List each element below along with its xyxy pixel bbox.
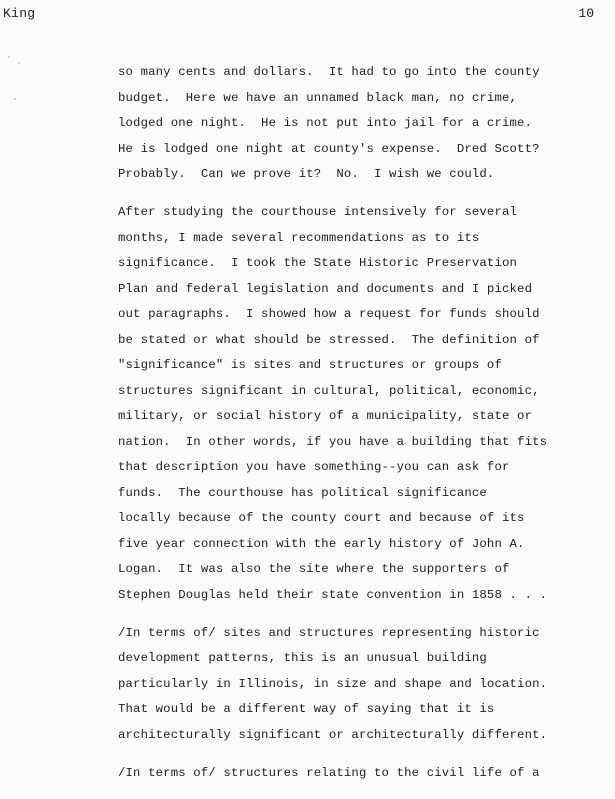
paragraph: [118, 60, 598, 188]
scan-speck: [14, 98, 16, 100]
text-line: That would be a different way of saying that it is: [118, 702, 495, 716]
text-line: structures significant in cultural, political, economic,: [118, 383, 540, 398]
text-line: Plan and federal legislation and documents and I picked: [118, 281, 533, 296]
text-line: "significance" is sites and structures or groups of: [118, 358, 502, 372]
text-line: Probably. Can we prove it? No. I wish we could.: [118, 167, 495, 181]
text-line: out paragraphs. I showed how a request for funds should: [118, 307, 540, 321]
paragraph: [118, 761, 598, 787]
text-line: military, or social history of a municipality, state or: [118, 409, 533, 423]
text-line: funds. The courthouse has political significance: [118, 485, 487, 500]
text-line: lodged one night. He is not put into jail for a crime.: [118, 116, 533, 130]
text-line: budget. Here we have an unnamed black man, no crime,: [118, 90, 518, 105]
text-line: so many cents and dollars. It had to go into the county: [118, 65, 540, 79]
text-line: He is lodged one night at county's expense. Dred Scott?: [118, 141, 540, 156]
text-line: five year connection with the early history of John A.: [118, 536, 525, 551]
text-line: months, I made several recommendations as to its: [118, 230, 480, 245]
scan-speck: [8, 56, 10, 58]
header-name: King: [3, 6, 36, 21]
text-line: locally because of the county court and because of its: [118, 511, 525, 525]
scan-speck: [18, 62, 20, 64]
text-line: nation. In other words, if you have a building that fits: [118, 434, 548, 449]
paragraph: [118, 621, 598, 749]
text-line: architecturally significant or architecturally different.: [118, 727, 548, 742]
body-text: [118, 60, 598, 799]
text-line: /In terms of/ structures relating to the civil life of a: [118, 765, 540, 780]
text-line: Logan. It was also the site where the supporters of: [118, 562, 510, 576]
text-line: development patterns, this is an unusual building: [118, 651, 487, 665]
text-line: be stated or what should be stressed. The definition of: [118, 332, 540, 347]
text-line: significance. I took the State Historic Preservation: [118, 256, 518, 270]
text-line: Stephen Douglas held their state convention in 1858 . . .: [118, 587, 548, 602]
text-line: After studying the courthouse intensively for several: [118, 205, 518, 219]
text-line: particularly in Illinois, in size and shape and location.: [118, 676, 548, 691]
page-number: 10: [578, 6, 594, 21]
text-line: that description you have something--you can ask for: [118, 460, 510, 474]
paragraph: [118, 200, 598, 608]
text-line: /In terms of/ sites and structures representing historic: [118, 625, 540, 640]
